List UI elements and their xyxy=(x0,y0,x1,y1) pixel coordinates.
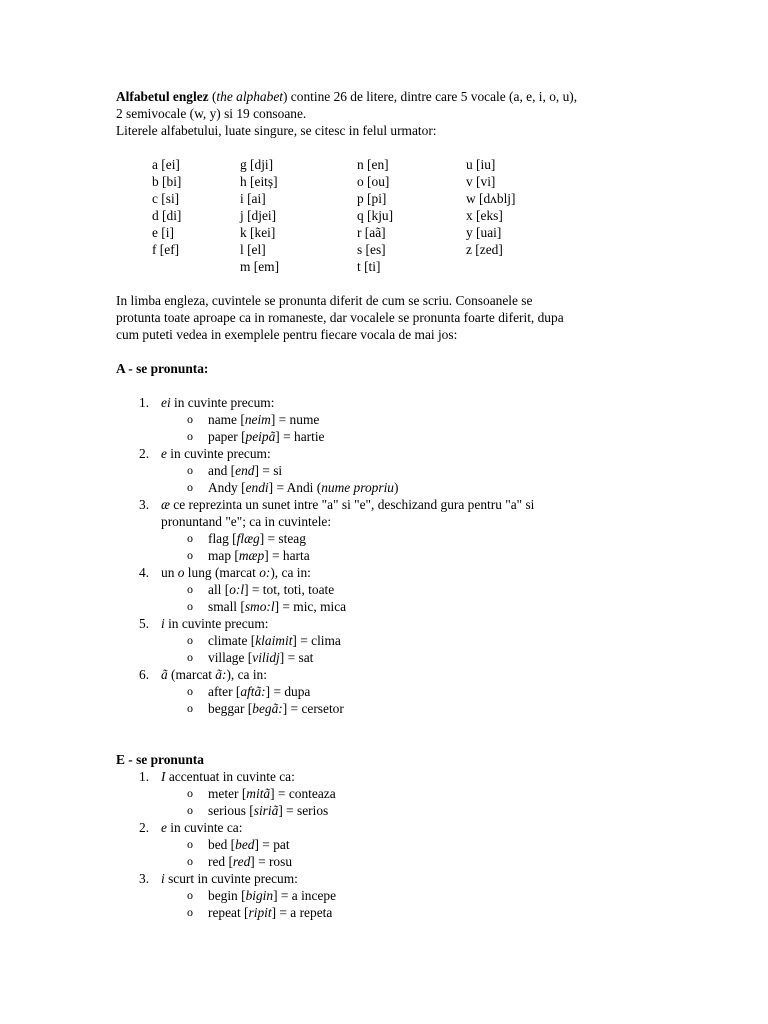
example-word: red [ xyxy=(208,854,233,869)
example-meaning: ] = Andi ( xyxy=(268,480,322,495)
example-item xyxy=(161,649,676,666)
example-pronunciation: endi xyxy=(245,480,269,495)
phonetic-symbol: o xyxy=(177,565,185,580)
example-meaning: ] = dupa xyxy=(265,684,311,699)
alphabet-column xyxy=(152,156,181,258)
example-list xyxy=(161,632,676,666)
example-pronunciation: begã: xyxy=(252,701,283,716)
example-pronunciation: klaimit xyxy=(255,633,293,648)
bullet-icon: o xyxy=(187,854,193,868)
alphabet-letter: h [eitș] xyxy=(240,174,278,189)
alphabet-letter: u [iu] xyxy=(466,157,496,172)
alphabet-letter: e [i] xyxy=(152,225,174,240)
example-pronunciation: mitã xyxy=(246,786,271,801)
example-item xyxy=(161,547,676,564)
bullet-icon: o xyxy=(187,786,193,800)
bullet-icon: o xyxy=(187,837,193,851)
explanation-paragraph xyxy=(116,292,676,343)
item-text: scurt in cuvinte precum: xyxy=(164,871,298,886)
example-item xyxy=(161,598,676,615)
alphabet-letter: n [en] xyxy=(357,157,389,172)
example-word: small [ xyxy=(208,599,245,614)
example-item xyxy=(161,785,676,802)
example-item xyxy=(161,462,676,479)
phonetic-symbol: e xyxy=(161,446,167,461)
alphabet-letter: m [em] xyxy=(240,259,280,274)
example-item xyxy=(161,904,676,921)
example-word: all [ xyxy=(208,582,230,597)
example-meaning: ] = sat xyxy=(279,650,314,665)
alphabet-letter: v [vi] xyxy=(466,174,496,189)
alphabet-column xyxy=(240,156,279,275)
example-meaning: ] = mic, mica xyxy=(274,599,347,614)
alphabet-letter: s [es] xyxy=(357,242,386,257)
item-text: un xyxy=(161,565,178,580)
alphabet-letter: c [si] xyxy=(152,191,180,206)
example-pronunciation: red xyxy=(232,854,251,869)
bullet-icon: o xyxy=(187,412,193,426)
example-pronunciation: mæp xyxy=(238,548,265,563)
phonetic-symbol: I xyxy=(161,769,166,784)
example-pronunciation: o:l xyxy=(229,582,245,597)
bullet-icon: o xyxy=(187,463,193,477)
bullet-icon: o xyxy=(187,548,193,562)
item-number: 2. xyxy=(139,820,150,835)
example-word: map [ xyxy=(208,548,239,563)
example-meaning: ] = si xyxy=(254,463,283,478)
alphabet-column xyxy=(357,156,393,275)
example-item xyxy=(161,683,676,700)
example-pronunciation: bigin xyxy=(245,888,274,903)
example-meaning: ] = rosu xyxy=(250,854,293,869)
alphabet-letter: x [eks] xyxy=(466,208,503,223)
explanation-text: protunta toate aproape ca in romaneste, dar vocalele se pronunta foarte diferit, dupa xyxy=(116,310,564,325)
item-text: in cuvinte precum: xyxy=(164,616,269,631)
example-pronunciation: ripit xyxy=(248,905,272,920)
list-item xyxy=(116,496,676,564)
example-item xyxy=(161,700,676,717)
item-text: pronuntand "e"; ca in cuvintele: xyxy=(161,514,332,529)
example-item xyxy=(161,479,676,496)
example-word: climate [ xyxy=(208,633,256,648)
bullet-icon: o xyxy=(187,684,193,698)
bullet-icon: o xyxy=(187,480,193,494)
alphabet-letter: z [zed] xyxy=(466,242,503,257)
alphabet-table xyxy=(152,156,676,275)
section-a-list xyxy=(116,394,676,717)
item-text: ), ca in: xyxy=(226,667,267,682)
item-number: 6. xyxy=(139,667,150,682)
example-word: bed [ xyxy=(208,837,236,852)
example-meaning: ] = pat xyxy=(254,837,290,852)
item-number: 1. xyxy=(139,769,150,784)
example-item xyxy=(161,411,676,428)
example-list xyxy=(161,836,676,870)
phonetic-symbol: ã xyxy=(161,667,168,682)
bullet-icon: o xyxy=(187,701,193,715)
example-pronunciation: bed xyxy=(235,837,255,852)
example-item xyxy=(161,836,676,853)
section-e-list xyxy=(116,768,676,921)
example-pronunciation: smo:l xyxy=(244,599,275,614)
alphabet-letter: g [dji] xyxy=(240,157,274,172)
item-text: in cuvinte precum: xyxy=(166,446,271,461)
example-close: ) xyxy=(393,480,399,495)
alphabet-letter: f [ef] xyxy=(152,242,180,257)
list-item xyxy=(116,564,676,615)
example-list xyxy=(161,581,676,615)
alphabet-letter: i [ai] xyxy=(240,191,266,206)
example-pronunciation: peipã xyxy=(245,429,276,444)
example-item xyxy=(161,887,676,904)
bullet-icon: o xyxy=(187,531,193,545)
phonetic-symbol: o: xyxy=(259,565,271,580)
item-number: 3. xyxy=(139,497,150,512)
phonetic-symbol: æ xyxy=(161,497,170,512)
example-item xyxy=(161,581,676,598)
document-page xyxy=(116,88,676,921)
alphabet-letter: b [bi] xyxy=(152,174,182,189)
example-meaning: ] = serios xyxy=(278,803,329,818)
alphabet-letter: r [aã] xyxy=(357,225,386,240)
phonetic-symbol: i xyxy=(161,616,165,631)
example-word: paper [ xyxy=(208,429,246,444)
example-item xyxy=(161,853,676,870)
example-word: after [ xyxy=(208,684,241,699)
example-pronunciation: flæg xyxy=(236,531,260,546)
section-heading-a: A - se pronunta: xyxy=(116,361,209,376)
bullet-icon: o xyxy=(187,803,193,817)
intro-text: ( xyxy=(208,89,217,104)
alphabet-letter: w [dʌblj] xyxy=(466,191,516,206)
example-word: Andy [ xyxy=(208,480,246,495)
explanation-text: cum puteti vedea in exemplele pentru fiecare vocala de mai jos: xyxy=(116,327,458,342)
item-text: (marcat xyxy=(167,667,216,682)
example-word: beggar [ xyxy=(208,701,253,716)
example-word: meter [ xyxy=(208,786,247,801)
alphabet-letter: j [djei] xyxy=(240,208,277,223)
example-list xyxy=(161,411,676,445)
phonetic-symbol: ã: xyxy=(215,667,227,682)
bullet-icon: o xyxy=(187,650,193,664)
example-word: begin [ xyxy=(208,888,246,903)
alphabet-letter: p [pi] xyxy=(357,191,387,206)
section-heading-e: E - se pronunta xyxy=(116,752,204,767)
alphabet-letter: l [el] xyxy=(240,242,266,257)
intro-text: 2 semivocale (w, y) si 19 consoane. xyxy=(116,106,307,121)
doc-title-en: the alphabet xyxy=(216,89,283,104)
phonetic-symbol: e xyxy=(161,820,167,835)
item-number: 4. xyxy=(139,565,150,580)
example-meaning: ] = nume xyxy=(270,412,320,427)
alphabet-letter: k [kei] xyxy=(240,225,276,240)
phonetic-symbol: i xyxy=(161,871,165,886)
bullet-icon: o xyxy=(187,905,193,919)
item-text: accentuat in cuvinte ca: xyxy=(165,769,295,784)
example-item xyxy=(161,428,676,445)
bullet-icon: o xyxy=(187,429,193,443)
intro-text: ) contine 26 de litere, dintre care 5 vocale (a, e, i, o, u), xyxy=(283,89,578,104)
example-meaning: ] = harta xyxy=(264,548,310,563)
alphabet-column xyxy=(466,156,515,258)
example-meaning: ] = a incepe xyxy=(273,888,337,903)
example-meaning: ] = a repeta xyxy=(271,905,333,920)
example-item xyxy=(161,632,676,649)
list-item xyxy=(116,768,676,819)
example-word: flag [ xyxy=(208,531,237,546)
example-meaning: ] = conteaza xyxy=(270,786,336,801)
example-word: and [ xyxy=(208,463,236,478)
example-item xyxy=(161,530,676,547)
example-word: village [ xyxy=(208,650,253,665)
list-item xyxy=(116,394,676,445)
example-note: nume propriu xyxy=(321,480,394,495)
example-word: repeat [ xyxy=(208,905,249,920)
intro-paragraph xyxy=(116,88,676,139)
example-list xyxy=(161,887,676,921)
bullet-icon: o xyxy=(187,633,193,647)
alphabet-letter: d [di] xyxy=(152,208,182,223)
list-item xyxy=(116,819,676,870)
example-meaning: ] = steag xyxy=(259,531,306,546)
example-pronunciation: siriã xyxy=(253,803,279,818)
example-meaning: ] = hartie xyxy=(275,429,325,444)
alphabet-letter: a [ei] xyxy=(152,157,180,172)
example-list xyxy=(161,462,676,496)
example-item xyxy=(161,802,676,819)
alphabet-letter: y [uai] xyxy=(466,225,502,240)
explanation-text: In limba engleza, cuvintele se pronunta diferit de cum se scriu. Consoanele se xyxy=(116,293,533,308)
example-word: serious [ xyxy=(208,803,254,818)
example-pronunciation: end xyxy=(235,463,255,478)
bullet-icon: o xyxy=(187,888,193,902)
bullet-icon: o xyxy=(187,599,193,613)
intro-text: Literele alfabetului, luate singure, se citesc in felul urmator: xyxy=(116,123,437,138)
example-pronunciation: vilidj xyxy=(252,650,280,665)
alphabet-letter: t [ti] xyxy=(357,259,381,274)
item-number: 2. xyxy=(139,446,150,461)
example-word: name [ xyxy=(208,412,245,427)
alphabet-letter: q [kju] xyxy=(357,208,394,223)
list-item xyxy=(116,666,676,717)
bullet-icon: o xyxy=(187,582,193,596)
item-number: 3. xyxy=(139,871,150,886)
example-meaning: ] = tot, toti, toate xyxy=(244,582,335,597)
example-pronunciation: aftã: xyxy=(240,684,266,699)
example-meaning: ] = cersetor xyxy=(282,701,344,716)
example-pronunciation: neim xyxy=(244,412,271,427)
example-list xyxy=(161,785,676,819)
example-list xyxy=(161,683,676,717)
item-text: in cuvinte ca: xyxy=(166,820,243,835)
list-item xyxy=(116,870,676,921)
example-list xyxy=(161,530,676,564)
phonetic-symbol: ei xyxy=(161,395,171,410)
item-text: ce reprezinta un sunet intre "a" si "e", deschizand gura pentru "a" si xyxy=(169,497,535,512)
doc-title: Alfabetul englez xyxy=(116,89,209,104)
item-text: lung (marcat xyxy=(184,565,260,580)
item-text: in cuvinte precum: xyxy=(170,395,275,410)
alphabet-letter: o [ou] xyxy=(357,174,390,189)
example-meaning: ] = clima xyxy=(292,633,341,648)
item-number: 5. xyxy=(139,616,150,631)
list-item xyxy=(116,615,676,666)
list-item xyxy=(116,445,676,496)
item-number: 1. xyxy=(139,395,150,410)
item-text: ), ca in: xyxy=(270,565,311,580)
